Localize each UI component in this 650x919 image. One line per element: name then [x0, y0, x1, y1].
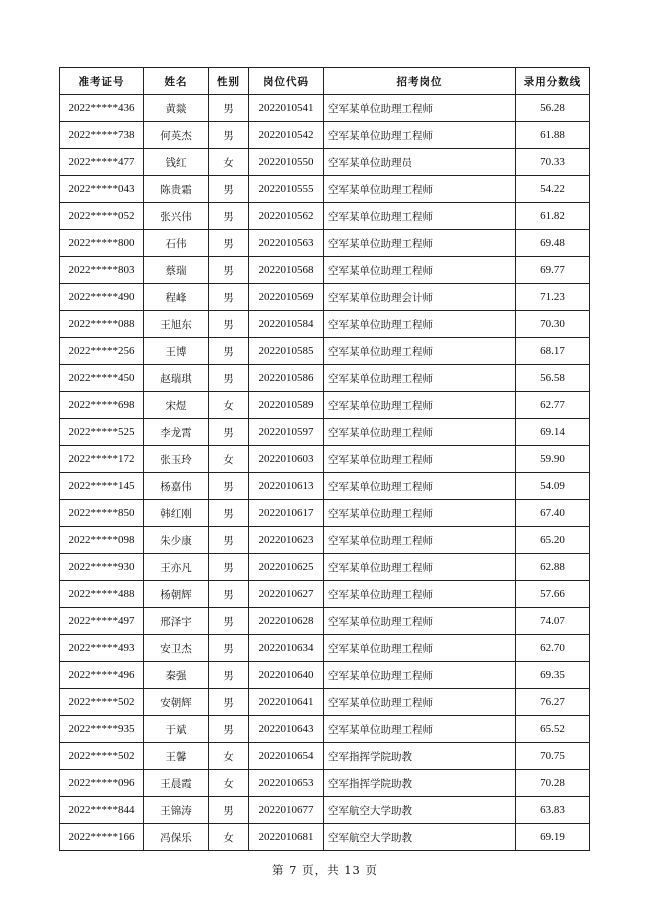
results-table: [59, 67, 590, 851]
header-position-code: 岗位代码: [249, 68, 324, 95]
cell-score: 68.17: [516, 338, 590, 365]
table-row: [60, 284, 590, 311]
cell-exam-id: 2022*****145: [60, 473, 144, 500]
cell-exam-id: 2022*****493: [60, 635, 144, 662]
cell-gender: 女: [209, 446, 249, 473]
cell-exam-id: 2022*****844: [60, 797, 144, 824]
cell-exam-id: 2022*****088: [60, 311, 144, 338]
cell-position: 空军某单位助理工程师: [324, 527, 516, 554]
cell-score: 62.70: [516, 635, 590, 662]
cell-score: 69.19: [516, 824, 590, 851]
cell-position-code: 2022010628: [249, 608, 324, 635]
table-row: [60, 257, 590, 284]
cell-name: 安卫杰: [144, 635, 209, 662]
table-row: [60, 149, 590, 176]
cell-position: 空军航空大学助教: [324, 824, 516, 851]
cell-score: 56.58: [516, 365, 590, 392]
header-position: 招考岗位: [324, 68, 516, 95]
cell-gender: 男: [209, 716, 249, 743]
cell-position-code: 2022010681: [249, 824, 324, 851]
cell-gender: 男: [209, 554, 249, 581]
table-row: [60, 473, 590, 500]
cell-exam-id: 2022*****436: [60, 95, 144, 122]
cell-position: 空军某单位助理工程师: [324, 473, 516, 500]
cell-position: 空军某单位助理工程师: [324, 122, 516, 149]
cell-position-code: 2022010585: [249, 338, 324, 365]
cell-name: 赵瑞琪: [144, 365, 209, 392]
table-row: [60, 95, 590, 122]
cell-position: 空军某单位助理工程师: [324, 419, 516, 446]
header-exam-id: 准考证号: [60, 68, 144, 95]
cell-exam-id: 2022*****098: [60, 527, 144, 554]
cell-position: 空军某单位助理工程师: [324, 311, 516, 338]
cell-exam-id: 2022*****502: [60, 689, 144, 716]
cell-position: 空军某单位助理工程师: [324, 635, 516, 662]
cell-position-code: 2022010550: [249, 149, 324, 176]
table-body: [60, 95, 590, 851]
table-row: [60, 338, 590, 365]
cell-name: 蔡瑞: [144, 257, 209, 284]
cell-score: 74.07: [516, 608, 590, 635]
cell-position: 空军某单位助理工程师: [324, 581, 516, 608]
cell-position: 空军某单位助理工程师: [324, 554, 516, 581]
cell-position: 空军某单位助理工程师: [324, 392, 516, 419]
cell-name: 安朝辉: [144, 689, 209, 716]
cell-exam-id: 2022*****477: [60, 149, 144, 176]
cell-score: 54.09: [516, 473, 590, 500]
cell-position-code: 2022010677: [249, 797, 324, 824]
cell-name: 韩红刚: [144, 500, 209, 527]
cell-score: 65.20: [516, 527, 590, 554]
cell-score: 62.88: [516, 554, 590, 581]
cell-gender: 男: [209, 662, 249, 689]
cell-position: 空军某单位助理工程师: [324, 203, 516, 230]
cell-position: 空军指挥学院助教: [324, 743, 516, 770]
table-row: [60, 635, 590, 662]
cell-gender: 男: [209, 689, 249, 716]
table-row: [60, 446, 590, 473]
cell-position-code: 2022010617: [249, 500, 324, 527]
cell-gender: 女: [209, 392, 249, 419]
cell-name: 杨嘉伟: [144, 473, 209, 500]
cell-score: 54.22: [516, 176, 590, 203]
cell-score: 65.52: [516, 716, 590, 743]
cell-position: 空军某单位助理工程师: [324, 500, 516, 527]
cell-exam-id: 2022*****488: [60, 581, 144, 608]
table-row: [60, 716, 590, 743]
cell-position-code: 2022010586: [249, 365, 324, 392]
cell-position-code: 2022010562: [249, 203, 324, 230]
cell-exam-id: 2022*****698: [60, 392, 144, 419]
cell-score: 67.40: [516, 500, 590, 527]
cell-score: 69.14: [516, 419, 590, 446]
cell-gender: 男: [209, 284, 249, 311]
cell-score: 70.75: [516, 743, 590, 770]
cell-score: 71.23: [516, 284, 590, 311]
cell-position: 空军某单位助理工程师: [324, 689, 516, 716]
cell-name: 程峰: [144, 284, 209, 311]
cell-name: 何英杰: [144, 122, 209, 149]
cell-score: 69.35: [516, 662, 590, 689]
cell-position-code: 2022010584: [249, 311, 324, 338]
cell-gender: 男: [209, 473, 249, 500]
cell-exam-id: 2022*****525: [60, 419, 144, 446]
table-row: [60, 311, 590, 338]
cell-position-code: 2022010643: [249, 716, 324, 743]
cell-gender: 女: [209, 770, 249, 797]
cell-position-code: 2022010634: [249, 635, 324, 662]
cell-position-code: 2022010625: [249, 554, 324, 581]
cell-name: 石伟: [144, 230, 209, 257]
cell-gender: 男: [209, 635, 249, 662]
cell-position-code: 2022010623: [249, 527, 324, 554]
cell-exam-id: 2022*****497: [60, 608, 144, 635]
table-row: [60, 230, 590, 257]
cell-gender: 男: [209, 500, 249, 527]
cell-gender: 男: [209, 176, 249, 203]
table-row: [60, 689, 590, 716]
cell-name: 于斌: [144, 716, 209, 743]
cell-gender: 男: [209, 581, 249, 608]
cell-position: 空军某单位助理工程师: [324, 716, 516, 743]
cell-position-code: 2022010568: [249, 257, 324, 284]
cell-exam-id: 2022*****052: [60, 203, 144, 230]
cell-position-code: 2022010603: [249, 446, 324, 473]
cell-gender: 男: [209, 311, 249, 338]
cell-position-code: 2022010613: [249, 473, 324, 500]
cell-gender: 男: [209, 797, 249, 824]
cell-position-code: 2022010640: [249, 662, 324, 689]
cell-name: 张兴伟: [144, 203, 209, 230]
cell-position-code: 2022010597: [249, 419, 324, 446]
cell-position-code: 2022010542: [249, 122, 324, 149]
cell-name: 王博: [144, 338, 209, 365]
page-footer: 第 7 页，共 13 页: [271, 863, 379, 877]
cell-exam-id: 2022*****166: [60, 824, 144, 851]
cell-exam-id: 2022*****850: [60, 500, 144, 527]
cell-name: 王晨霞: [144, 770, 209, 797]
cell-name: 黄燚: [144, 95, 209, 122]
cell-score: 76.27: [516, 689, 590, 716]
header-name: 姓名: [144, 68, 209, 95]
cell-name: 王锦涛: [144, 797, 209, 824]
cell-score: 61.88: [516, 122, 590, 149]
table-row: [60, 608, 590, 635]
cell-position: 空军某单位助理工程师: [324, 95, 516, 122]
cell-gender: 女: [209, 824, 249, 851]
cell-gender: 女: [209, 743, 249, 770]
table-row: [60, 365, 590, 392]
table-row: [60, 419, 590, 446]
table-row: [60, 122, 590, 149]
cell-score: 69.77: [516, 257, 590, 284]
cell-name: 陈贵霜: [144, 176, 209, 203]
cell-name: 王亦凡: [144, 554, 209, 581]
table-row: [60, 824, 590, 851]
cell-exam-id: 2022*****800: [60, 230, 144, 257]
cell-gender: 男: [209, 365, 249, 392]
cell-position: 空军某单位助理工程师: [324, 338, 516, 365]
cell-gender: 男: [209, 95, 249, 122]
cell-gender: 男: [209, 257, 249, 284]
cell-name: 邢泽宇: [144, 608, 209, 635]
cell-exam-id: 2022*****172: [60, 446, 144, 473]
cell-position-code: 2022010627: [249, 581, 324, 608]
table-row: [60, 743, 590, 770]
cell-position-code: 2022010569: [249, 284, 324, 311]
table-row: [60, 662, 590, 689]
cell-position: 空军某单位助理员: [324, 149, 516, 176]
cell-score: 69.48: [516, 230, 590, 257]
cell-gender: 男: [209, 608, 249, 635]
cell-name: 李龙霄: [144, 419, 209, 446]
cell-gender: 男: [209, 419, 249, 446]
cell-position: 空军某单位助理工程师: [324, 365, 516, 392]
cell-gender: 男: [209, 527, 249, 554]
cell-score: 56.28: [516, 95, 590, 122]
cell-position-code: 2022010563: [249, 230, 324, 257]
table-row: [60, 392, 590, 419]
cell-exam-id: 2022*****738: [60, 122, 144, 149]
cell-exam-id: 2022*****930: [60, 554, 144, 581]
cell-position-code: 2022010641: [249, 689, 324, 716]
table-row: [60, 797, 590, 824]
cell-exam-id: 2022*****096: [60, 770, 144, 797]
cell-name: 张玉玲: [144, 446, 209, 473]
cell-name: 秦强: [144, 662, 209, 689]
cell-exam-id: 2022*****803: [60, 257, 144, 284]
cell-exam-id: 2022*****043: [60, 176, 144, 203]
cell-position: 空军某单位助理工程师: [324, 446, 516, 473]
table-row: [60, 581, 590, 608]
cell-score: 70.33: [516, 149, 590, 176]
cell-score: 57.66: [516, 581, 590, 608]
cell-name: 杨朝辉: [144, 581, 209, 608]
cell-position-code: 2022010555: [249, 176, 324, 203]
cell-name: 王馨: [144, 743, 209, 770]
table-row: [60, 527, 590, 554]
table-row: [60, 770, 590, 797]
cell-position-code: 2022010654: [249, 743, 324, 770]
cell-name: 钱红: [144, 149, 209, 176]
cell-position: 空军某单位助理会计师: [324, 284, 516, 311]
cell-gender: 女: [209, 149, 249, 176]
cell-gender: 男: [209, 203, 249, 230]
table-header-row: [60, 68, 590, 95]
cell-name: 王旭东: [144, 311, 209, 338]
cell-exam-id: 2022*****496: [60, 662, 144, 689]
cell-position: 空军某单位助理工程师: [324, 176, 516, 203]
table-row: [60, 203, 590, 230]
cell-position: 空军某单位助理工程师: [324, 662, 516, 689]
cell-position: 空军某单位助理工程师: [324, 608, 516, 635]
cell-exam-id: 2022*****256: [60, 338, 144, 365]
cell-exam-id: 2022*****935: [60, 716, 144, 743]
cell-score: 62.77: [516, 392, 590, 419]
cell-score: 63.83: [516, 797, 590, 824]
cell-position: 空军某单位助理工程师: [324, 230, 516, 257]
header-gender: 性别: [209, 68, 249, 95]
cell-gender: 男: [209, 230, 249, 257]
cell-position-code: 2022010653: [249, 770, 324, 797]
cell-exam-id: 2022*****490: [60, 284, 144, 311]
cell-exam-id: 2022*****450: [60, 365, 144, 392]
cell-position-code: 2022010541: [249, 95, 324, 122]
cell-score: 59.90: [516, 446, 590, 473]
header-score: 录用分数线: [516, 68, 590, 95]
cell-score: 70.28: [516, 770, 590, 797]
cell-gender: 男: [209, 338, 249, 365]
cell-score: 61.82: [516, 203, 590, 230]
cell-position: 空军航空大学助教: [324, 797, 516, 824]
cell-position: 空军指挥学院助教: [324, 770, 516, 797]
table-row: [60, 554, 590, 581]
cell-gender: 男: [209, 122, 249, 149]
cell-position: 空军某单位助理工程师: [324, 257, 516, 284]
table-row: [60, 176, 590, 203]
cell-position-code: 2022010589: [249, 392, 324, 419]
table-row: [60, 500, 590, 527]
cell-name: 宋煜: [144, 392, 209, 419]
cell-score: 70.30: [516, 311, 590, 338]
cell-exam-id: 2022*****502: [60, 743, 144, 770]
cell-name: 冯保乐: [144, 824, 209, 851]
cell-name: 朱少康: [144, 527, 209, 554]
